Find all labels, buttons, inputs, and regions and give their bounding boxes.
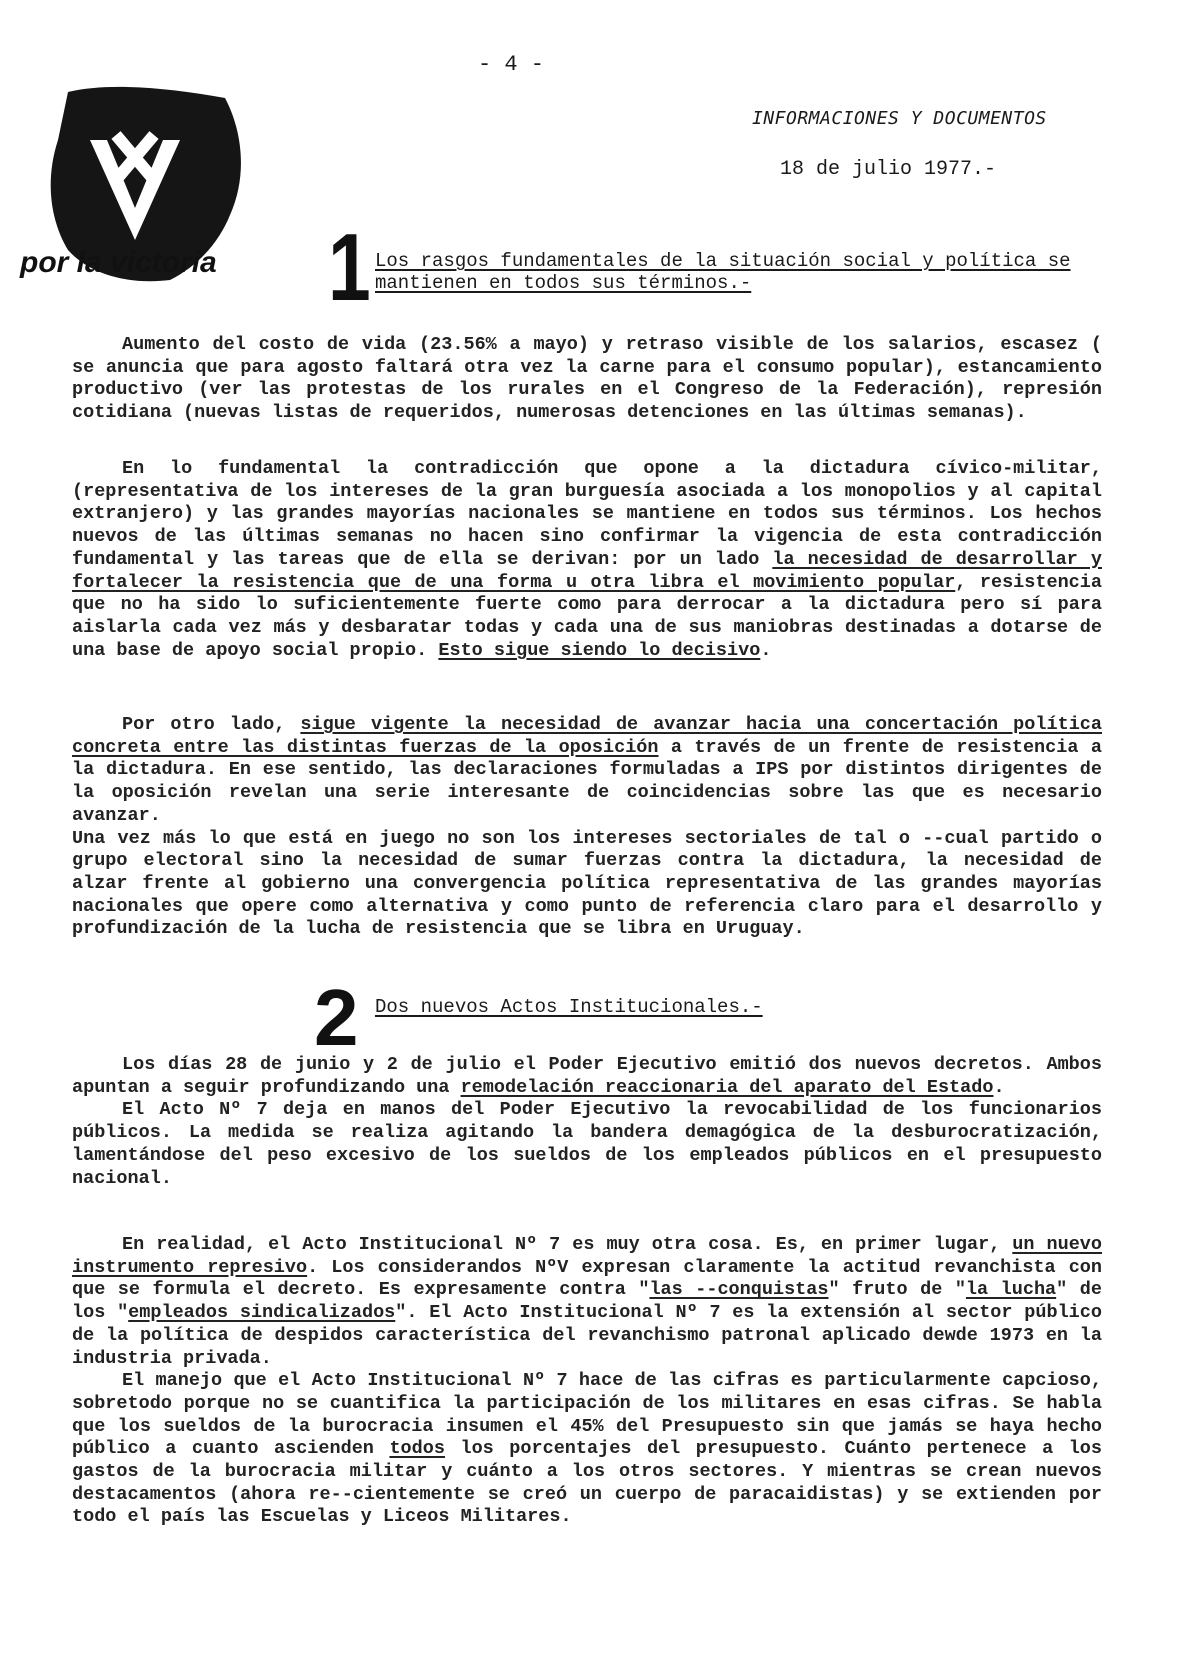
paragraph-3-text-b: a través de un frente de resistencia a la dictadura. En ese sentido, las declaraciones formuladas a IPS por distintos dirigentes de la oposición revelan una serie interesante de coincidencias sobre las que es necesario avanzar. xyxy=(72,736,1102,826)
section-2-number: 2 xyxy=(314,973,359,1062)
paragraph-7-underline-4: empleados sindicalizados xyxy=(128,1302,396,1324)
paragraph-3-underline: sigue vigente la necesidad de avanzar hacia una concertación política concreta entre las distintas fuerzas de la oposición xyxy=(72,714,1102,758)
paragraph-2 xyxy=(72,458,1102,662)
paragraph-8-text-a: El manejo que el Acto Institucional Nº 7 hace de las cifras es particularmente capcioso, sobretodo porque no se cuantifica la participación de los militares en esas cifras. Se habla que los sueldos de la burocracia insumen el 45% del Presupuesto sin que jamás se haya hecho público a cuanto ascienden xyxy=(72,1370,1102,1460)
paragraph-2-underline-2: Esto sigue siendo lo decisivo xyxy=(438,639,761,661)
paragraph-6-text: El Acto Nº 7 deja en manos del Poder Ejecutivo la revocabilidad de los funcionarios públicos. La medida se realiza agitando la bandera demagógica de la desburocratización, lamentándose del peso excesivo de los sueldos de los empleados públicos en el presupuesto nacional. xyxy=(72,1099,1102,1189)
paragraph-8-text-b: los porcentajes del presupuesto. Cuánto pertenece a los gastos de la burocracia militar y cuánto a los otros sectores. Y mientras se crean nuevos destacamentos (ahora re--cientemente se creó un cuerpo de paracaidistas) y se extienden por todo el país las Escuelas y Liceos Militares. xyxy=(72,1438,1103,1528)
paragraph-7-8 xyxy=(72,1234,1102,1529)
paragraph-7-underline-1: un nuevo instrumento represivo xyxy=(72,1234,1102,1278)
paragraph-5-6 xyxy=(72,1054,1102,1190)
paragraph-2-text-c: . xyxy=(760,639,772,661)
page-number: - 4 - xyxy=(478,52,545,77)
paragraph-7-underline-2: las --conquistas xyxy=(649,1279,829,1301)
paragraph-7-text-c: " fruto de " xyxy=(828,1279,966,1301)
paragraph-1-text: Aumento del costo de vida (23.56% a mayo) y retraso visible de los salarios, escasez ( se anuncia que para agosto faltará otra vez la carne para el consumo popular), estancamiento productivo (ver las protestas de los rurales en el Congreso de la Federación), represión cotidiana (nuevas listas de requeridos, numerosas detenciones en las últimas semanas). xyxy=(72,334,1102,424)
paragraph-7-text-d: " de los " xyxy=(72,1279,1102,1324)
paragraph-8-underline: todos xyxy=(389,1438,445,1460)
publication-date: 18 de julio 1977.- xyxy=(780,158,997,181)
paragraph-5-text-a: Los días 28 de junio y 2 de julio el Poder Ejecutivo emitió dos nuevos decretos. Ambos apuntan a seguir profundizando una xyxy=(72,1054,1102,1098)
paragraph-7-text-b: . Los considerandos NºV expresan claramente la actitud revanchista con que se formula el decreto. Es expresamente contra " xyxy=(72,1256,1102,1301)
paragraph-2-underline-1: la necesidad de desarrollar y fortalecer la resistencia que de una forma u otra libra el movimiento popular xyxy=(72,548,1103,593)
paragraph-4-text: Una vez más lo que está en juego no son los intereses sectoriales de tal o --cual partido o grupo electoral sino la necesidad de sumar fuerzas contra la dictadura, la necesidad de alzar frente al gobierno una convergencia política representativa de las grandes mayorías nacionales que opere como alternativa y como punto de referencia claro para el desarrollo y profundización de la lucha de resistencia que se libra en Uruguay. xyxy=(72,827,1102,940)
paragraph-1 xyxy=(72,334,1102,425)
paragraph-7-text-a: En realidad, el Acto Institucional Nº 7 es muy otra cosa. Es, en primer lugar, xyxy=(122,1234,1013,1255)
publication-title: INFORMACIONES Y DOCUMENTOS xyxy=(752,108,1047,129)
section-1-title: Los rasgos fundamentales de la situación social y política se mantienen en todos sus términos.- xyxy=(375,250,1071,294)
section-2-title: Dos nuevos Actos Institucionales.- xyxy=(375,996,763,1018)
paragraph-3-4 xyxy=(72,714,1102,941)
paragraph-5-text-b: . xyxy=(993,1076,1005,1098)
paragraph-5-underline: remodelación reaccionaria del aparato del Estado xyxy=(460,1076,994,1098)
paragraph-3-text-a: Por otro lado, xyxy=(122,714,301,735)
paragraph-2-text-a: En lo fundamental la contradicción que opone a la dictadura cívico-militar, (representativa de los intereses de la gran burguesía asociada a los monopolios y al capital extranjero) y las grandes mayorías nacionales se mantiene en todos sus términos. Los hechos nuevos de las últimas semanas no hacen sino confirmar la vigencia de esta contradicción fundamental y las tareas que de ella se derivan: por un lado xyxy=(72,458,1102,570)
section-1-number: 1 xyxy=(328,214,371,321)
paragraph-7-underline-3: la lucha xyxy=(965,1279,1057,1301)
paragraph-2-text-b: , resistencia que no ha sido lo suficientemente fuerte como para derrocar a la dictadura pero sí para aislarla cada vez más y desbaratar todas y cada una de sus maniobras destinadas a dotarse de una base de apoyo social propio. xyxy=(72,571,1102,661)
logo-caption: por la victoria xyxy=(20,246,217,279)
paragraph-7-text-e: ". El Acto Institucional Nº 7 es la extensión al sector público de la política de despidos característica del revanchismo patronal aplicado dewde 1973 en la industria privada. xyxy=(72,1302,1102,1369)
